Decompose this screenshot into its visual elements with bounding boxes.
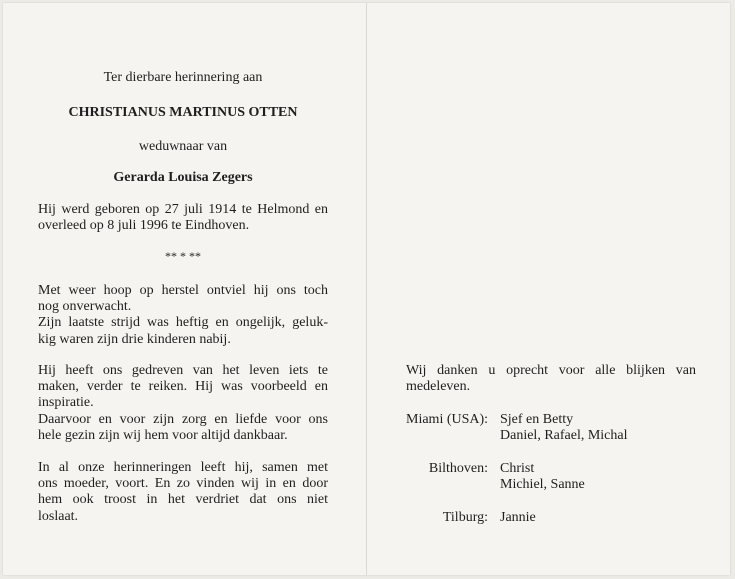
thanks-line-1: Wij danken u oprecht voor alle blijken van — [406, 363, 696, 378]
birth-line-1: Hij werd geboren op 27 juli 1914 te Helmond en — [38, 202, 328, 217]
p3-line-3: hem ook troost in het verdriet dat ons niet — [38, 492, 328, 508]
birth-death-paragraph — [38, 202, 328, 234]
intro-line: Ter dierbare herinnering aan — [103, 70, 263, 85]
family-names-miami-1: Sjef en Betty — [500, 412, 574, 427]
p2-line-1: Hij heeft ons gedreven van het leven iets te — [38, 363, 328, 378]
separator: ** * ** — [165, 249, 201, 263]
family-place-tilburg: Tilburg: — [442, 510, 488, 525]
family-place-bilthoven: Bilthoven: — [428, 461, 488, 476]
paragraph-2 — [38, 363, 328, 444]
spouse-name: Gerarda Louisa Zegers — [113, 170, 253, 185]
deceased-name: CHRISTIANUS MARTINUS OTTEN — [68, 105, 298, 120]
p3-line-4: loslaat. — [38, 508, 79, 524]
family-place-miami: Miami (USA): — [406, 412, 489, 427]
p2-line-4: Daarvoor en voor zijn zorg en liefde voor ons — [38, 411, 328, 427]
p2-line-2: maken, verder te reiken. Hij was voorbeeld en — [38, 379, 328, 395]
family-names-bilthoven-2: Michiel, Sanne — [500, 477, 585, 492]
paragraph-1 — [38, 283, 328, 348]
p1-line-2: nog onverwacht. — [38, 299, 132, 315]
p3-line-1: In al onze herinneringen leeft hij, samen met — [38, 460, 328, 475]
family-names-miami-2: Daniel, Rafael, Michal — [500, 428, 628, 443]
birth-line-2: overleed op 8 juli 1996 te Eindhoven. — [38, 218, 250, 234]
family-names-tilburg-1: Jannie — [500, 510, 536, 525]
thanks-paragraph — [406, 363, 696, 395]
paragraph-3 — [38, 460, 328, 525]
p1-line-4: kig waren zijn drie kinderen nabij. — [38, 331, 231, 347]
p1-line-3: Zijn laatste strijd was heftig en ongelijk, geluk- — [38, 315, 328, 331]
p1-line-1: Met weer hoop op herstel ontviel hij ons toch — [38, 283, 328, 298]
p3-line-2: ons moeder, voort. En zo vinden wij in en door — [38, 476, 328, 492]
card-fold — [366, 3, 367, 575]
p2-line-3: inspiratie. — [38, 395, 94, 411]
p2-line-5: hele gezin zijn wij hem voor altijd dankbaar. — [38, 427, 288, 443]
relation-line: weduwnaar van — [138, 139, 228, 154]
thanks-line-2: medeleven. — [406, 379, 471, 395]
family-names-bilthoven-1: Christ — [500, 461, 535, 476]
